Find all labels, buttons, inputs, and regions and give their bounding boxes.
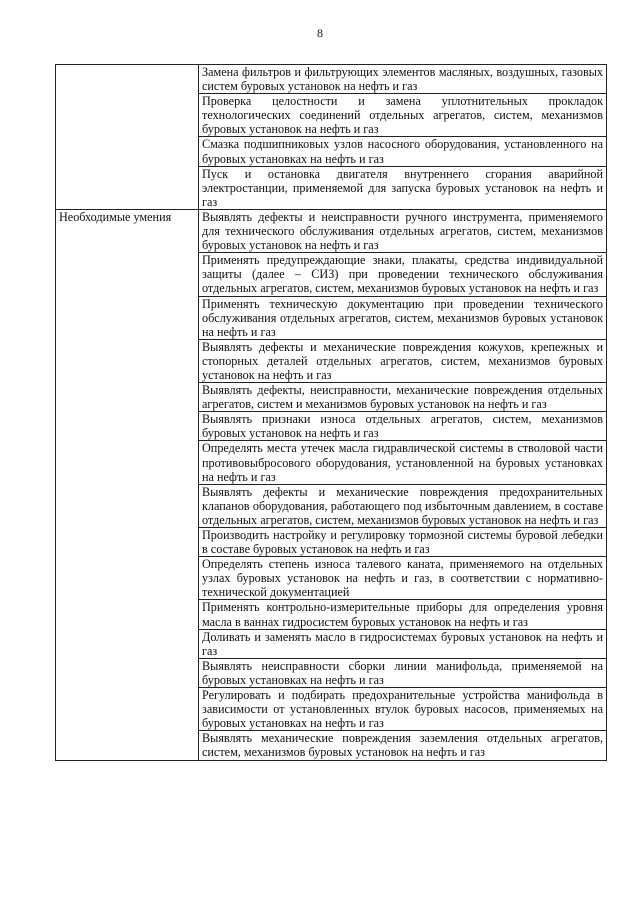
section-label: Необходимые умения xyxy=(56,209,199,760)
requirement-item: Проверка целостности и замена уплотнительных прокладок технологических соединений отдельных агрегатов, систем, механизмов буровых установок на нефть и газ xyxy=(199,94,607,137)
requirement-item: Выявлять признаки износа отдельных агрегатов, систем, механизмов буровых установок на нефть и газ xyxy=(199,412,607,441)
table-body xyxy=(56,65,607,761)
requirements-table xyxy=(55,64,607,761)
requirement-item: Выявлять механические повреждения заземления отдельных агрегатов, систем, механизмов буровых установок на нефть и газ xyxy=(199,731,607,760)
requirement-item: Смазка подшипниковых узлов насосного оборудования, установленного на буровых установках на нефть и газ xyxy=(199,137,607,166)
requirement-item: Пуск и остановка двигателя внутреннего сгорания аварийной электростанции, применяемой для запуска буровых установок на нефть и газ xyxy=(199,166,607,209)
requirement-item: Производить настройку и регулировку тормозной системы буровой лебедки в составе буровых установок на нефть и газ xyxy=(199,528,607,557)
table-row xyxy=(56,209,607,252)
requirement-item: Замена фильтров и фильтрующих элементов масляных, воздушных, газовых систем буровых установок на нефть и газ xyxy=(199,65,607,94)
requirement-item: Применять техническую документацию при проведении технического обслуживания отдельных агрегатов, систем, механизмов буровых установок на нефть и газ xyxy=(199,296,607,339)
requirement-item: Выявлять дефекты и неисправности ручного инструмента, применяемого для технического обслуживания отдельных агрегатов, систем, механизмов буровых установок на нефть и газ xyxy=(199,209,607,252)
requirement-item: Доливать и заменять масло в гидросистемах буровых установок на нефть и газ xyxy=(199,629,607,658)
requirement-item: Выявлять дефекты и механические повреждения кожухов, крепежных и стопорных деталей отдельных агрегатов, систем, механизмов буровых установок на нефть и газ xyxy=(199,339,607,382)
section-label xyxy=(56,65,199,210)
requirement-item: Применять контрольно-измерительные приборы для определения уровня масла в ваннах гидросистем буровых установок на нефть и газ xyxy=(199,600,607,629)
requirement-item: Выявлять неисправности сборки линии манифольда, применяемой на буровых установках на нефть и газ xyxy=(199,658,607,687)
requirement-item: Определять места утечек масла гидравлической системы в стволовой части противовыбросового оборудования, установленной на буровых установках на нефть и газ xyxy=(199,441,607,484)
table-row xyxy=(56,65,607,94)
requirement-item: Выявлять дефекты, неисправности, механические повреждения отдельных агрегатов, систем и механизмов буровых установок на нефть и газ xyxy=(199,383,607,412)
requirement-item: Применять предупреждающие знаки, плакаты, средства индивидуальной защиты (далее – СИЗ) при проведении технического обслуживания отдельных агрегатов, систем, механизмов буровых установок на нефть и газ xyxy=(199,253,607,296)
requirement-item: Выявлять дефекты и механические повреждения предохранительных клапанов оборудования, работающего под избыточным давлением, в составе отдельных агрегатов, систем, механизмов буровых установок на нефть и газ xyxy=(199,484,607,527)
requirement-item: Определять степень износа талевого каната, применяемого на отдельных узлах буровых установок на нефть и газ, в соответствии с нормативно-технической документацией xyxy=(199,557,607,600)
page-number: 8 xyxy=(317,26,323,40)
requirement-item: Регулировать и подбирать предохранительные устройства манифольда в зависимости от установленных втулок буровых насосов, применяемых на буровых установках на нефть и газ xyxy=(199,688,607,731)
